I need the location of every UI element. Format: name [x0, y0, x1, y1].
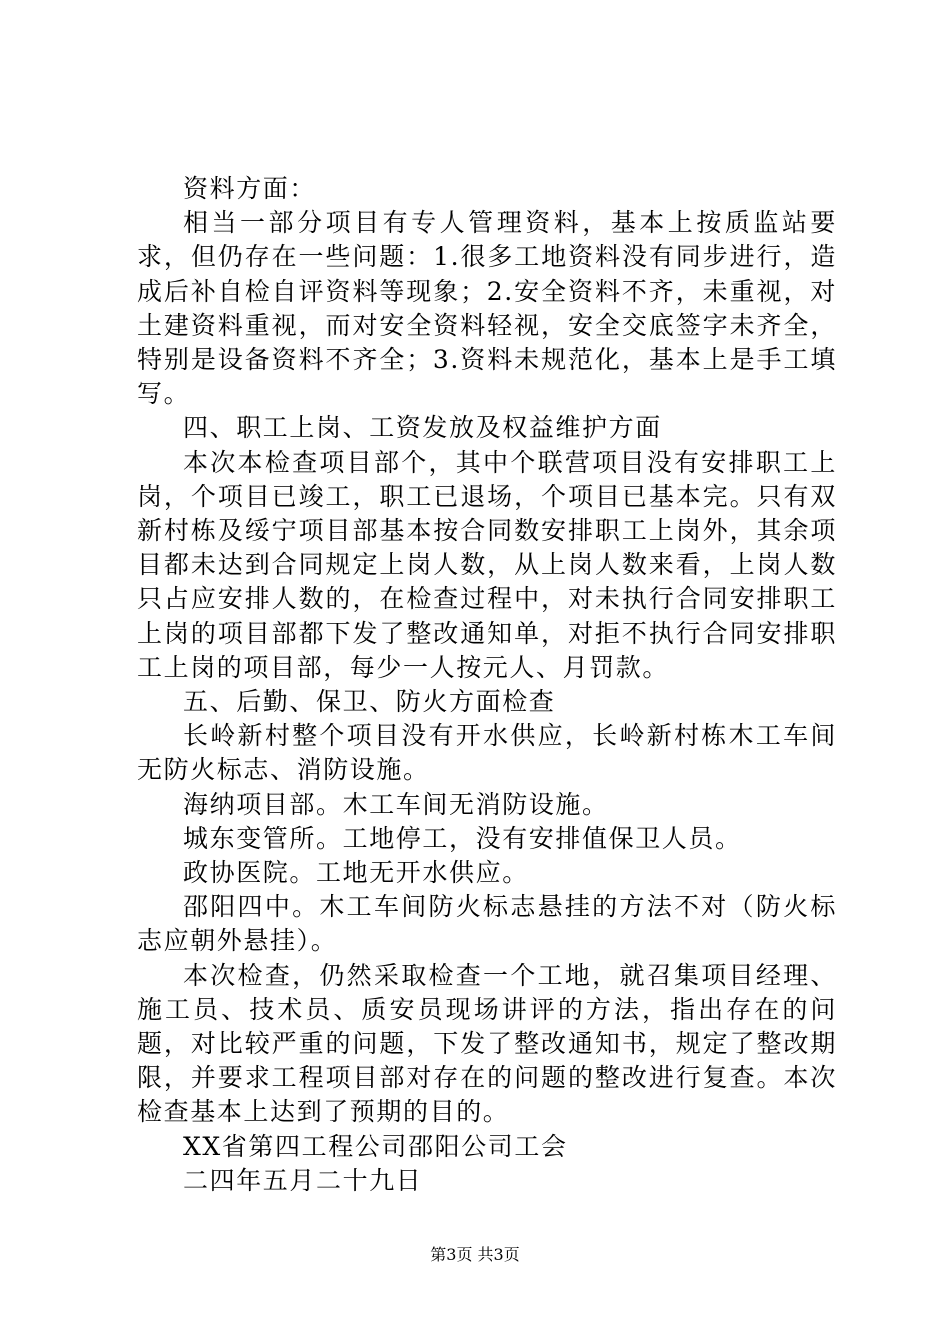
paragraph-zhengxie: 政协医院。工地无开水供应。 [183, 858, 529, 888]
paragraph-materials-heading: 资料方面： [183, 174, 317, 203]
paragraph-summary: 本次检查，仍然采取检查一个工地，就召集项目经理、施工员、技术员、质安员现场讲评的方法，指出存在的问题，对比较严重的问题，下发了整改通知书，规定了整改期限，并要求工程项目部对存在的问题的整改进行复查。本次检查基本上达到了预期的目的。 [137, 960, 837, 1127]
page-number-footer: 第3页 共3页 [430, 1245, 520, 1264]
paragraph-section-four-heading: 四、职工上岗、工资发放及权益维护方面 [183, 413, 662, 443]
signature-date: 二四年五月二十九日 [183, 1165, 423, 1195]
signature-organization: XX省第四工程公司邵阳公司工会 [183, 1131, 568, 1161]
paragraph-materials-detail: 相当一部分项目有专人管理资料，基本上按质监站要求，但仍存在一些问题：1.很多工地资料没有同步进行，造成后补自检自评资料等现象；2.安全资料不齐，未重视，对土建资料重视，而对安全资料轻视，安全交底签字未齐全，特别是设备资料不齐全；3.资料未规范化，基本上是手工填写。 [137, 208, 837, 409]
paragraph-changling: 长岭新村整个项目没有开水供应，长岭新村栋木工车间无防火标志、消防设施。 [137, 721, 837, 785]
paragraph-chengdong: 城东变管所。工地停工，没有安排值保卫人员。 [183, 823, 742, 853]
document-body [137, 172, 837, 1198]
paragraph-section-five-heading: 五、后勤、保卫、防火方面检查 [183, 687, 556, 717]
paragraph-shaoyang-no4: 邵阳四中。木工车间防火标志悬挂的方法不对（防火标志应朝外悬挂）。 [137, 892, 837, 956]
paragraph-haina: 海纳项目部。木工车间无消防设施。 [183, 789, 609, 819]
paragraph-section-four-detail: 本次本检查项目部个，其中个联营项目没有安排职工上岗，个项目已竣工，职工已退场，个项目已基本完。只有双新村栋及绥宁项目部基本按合同数安排职工上岗外，其余项目都未达到合同规定上岗人数，从上岗人数来看，上岗人数只占应安排人数的，在检查过程中，对未执行合同安排职工上岗的项目部都下发了整改通知单，对拒不执行合同安排职工上岗的项目部，每少一人按元人、月罚款。 [137, 447, 837, 682]
